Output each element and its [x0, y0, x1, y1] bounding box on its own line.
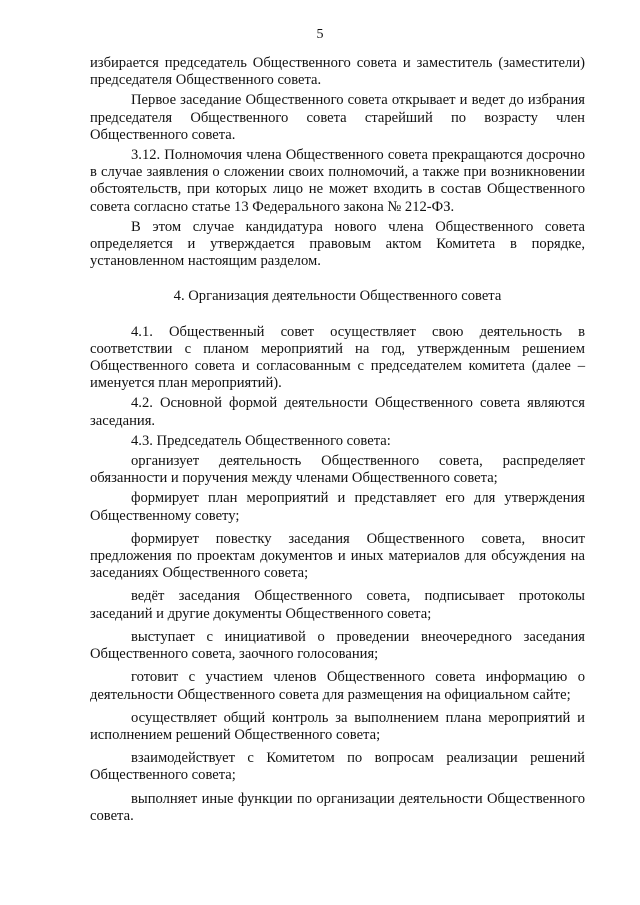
paragraph: 4.1. Общественный совет осуществляет свою деятельность в соответствии с планом мероприятий на год, утвержденным решением Общественного совета и согласованным с председателем комитета (далее – именуется план мероприятий).: [90, 323, 585, 392]
list-item: формирует план мероприятий и представляет его для утверждения Общественному совету;: [90, 490, 585, 524]
list-item: готовит с участием членов Общественного совета информацию о деятельности Общественного совета для размещения на официальном сайте;: [90, 669, 585, 703]
paragraph: 4.3. Председатель Общественного совета:: [131, 432, 391, 449]
paragraph: Первое заседание Общественного совета открывает и ведет до избрания председателя Общественного совета старейший по возрасту член Общественного совета.: [90, 92, 585, 143]
list-item: организует деятельность Общественного совета, распределяет обязанности и поручения между членами Общественного совета;: [90, 453, 585, 487]
list-item: взаимодействует с Комитетом по вопросам реализации решений Общественного совета;: [90, 750, 585, 784]
list-item: ведёт заседания Общественного совета, подписывает протоколы заседаний и другие документы Общественного совета;: [90, 588, 585, 622]
list-item: формирует повестку заседания Общественного совета, вносит предложения по проектам документов и иных материалов для обсуждения на заседаниях Общественного совета;: [90, 530, 585, 582]
section-heading: 4. Организация деятельности Общественного совета: [173, 288, 502, 305]
paragraph: В этом случае кандидатура нового члена Общественного совета определяется и утверждается правовым актом Комитета в порядке, установленном настоящим разделом.: [90, 218, 585, 270]
page-number: 5: [316, 27, 324, 42]
list-item: осуществляет общий контроль за выполнением плана мероприятий и исполнением решений Общественного совета;: [90, 709, 585, 743]
paragraph: 4.2. Основной формой деятельности Общественного совета являются заседания.: [90, 395, 585, 429]
paragraph: 3.12. Полномочия члена Общественного совета прекращаются досрочно в случае заявления о сложении своих полномочий, а также при возникновении обстоятельств, при которых лицо не может входить в состав Общественного совета согласно статье 13 Федерального закона № 212-ФЗ.: [90, 147, 585, 215]
document-body: [90, 55, 585, 828]
list-item: выступает с инициативой о проведении внеочередного заседания Общественного совета, заочного голосования;: [90, 628, 585, 663]
list-item: выполняет иные функции по организации деятельности Общественного совета.: [90, 790, 585, 824]
paragraph: избирается председатель Общественного совета и заместитель (заместители) председателя Общественного совета.: [90, 55, 585, 89]
